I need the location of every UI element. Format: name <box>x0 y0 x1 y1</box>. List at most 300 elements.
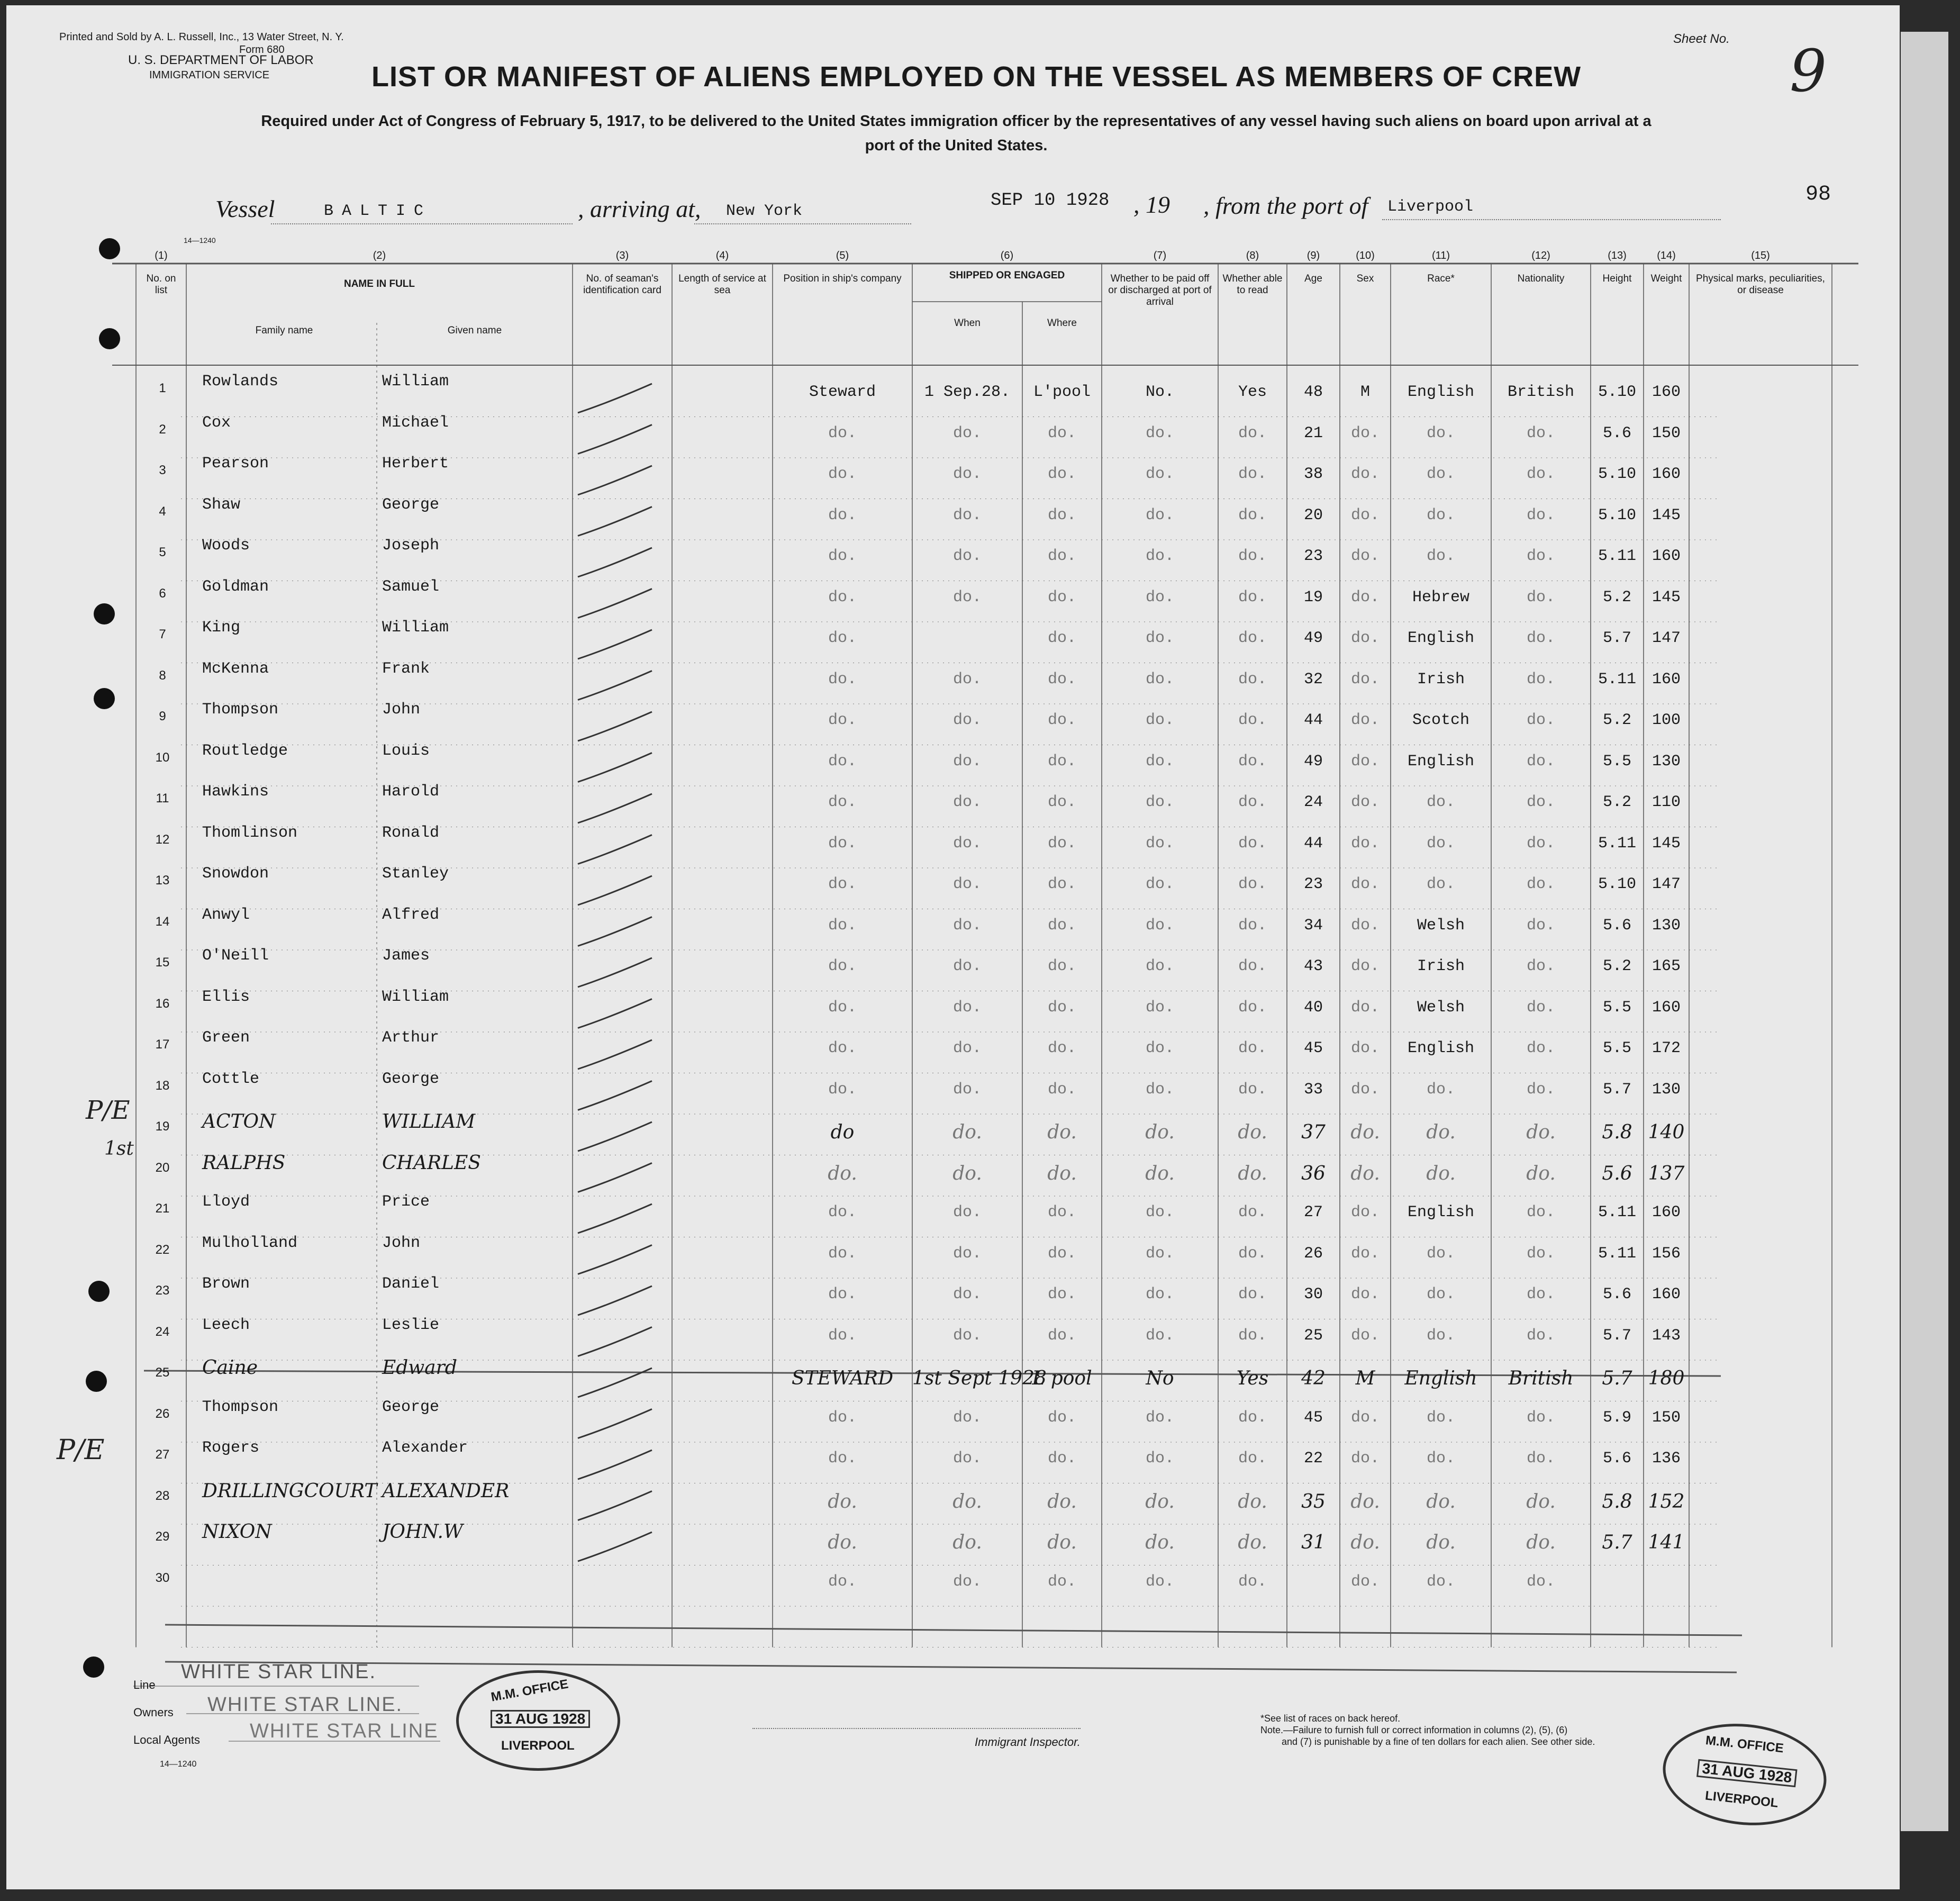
cell-paid-off: do. <box>1145 547 1174 565</box>
requirement-line-2: port of the United States. <box>865 137 1048 154</box>
cell-read: do. <box>1238 1244 1267 1263</box>
cell-when: do. <box>952 424 982 442</box>
cell-paid-off: do. <box>1145 834 1174 853</box>
cell-position: do. <box>828 834 857 853</box>
cell-weight: 145 <box>1652 834 1681 853</box>
penalty-note: Note.—Failure to furnish full or correct information in columns (2), (5), (6) <box>1260 1725 1568 1735</box>
cell-weight: 130 <box>1652 752 1681 771</box>
cell-race: do. <box>1426 1244 1455 1263</box>
cell-read: do. <box>1238 1162 1267 1184</box>
cell-given: John <box>382 701 421 719</box>
cell-weight: 160 <box>1652 465 1681 483</box>
cell-sex: do. <box>1350 588 1380 606</box>
cell-paid-off: do. <box>1145 465 1174 483</box>
cell-height: 5.8 <box>1602 1121 1632 1143</box>
column-header: No. on list <box>146 273 176 296</box>
column-header: No. of seaman's identification card <box>583 273 661 296</box>
cell-height: 5.6 <box>1602 1286 1631 1303</box>
row-number: 30 <box>155 1570 170 1585</box>
row-number: 13 <box>155 873 170 888</box>
cell-where: do. <box>1047 834 1076 853</box>
cell-weight: 160 <box>1652 1203 1681 1221</box>
cell-family: Green <box>202 1029 250 1047</box>
column-subheader: Given name <box>447 325 502 336</box>
cell-given: James <box>382 947 430 965</box>
cell-paid-off: do. <box>1145 957 1174 975</box>
cell-paid-off: do. <box>1145 1080 1174 1099</box>
cell-read: do. <box>1238 629 1267 647</box>
cell-position: do. <box>828 1450 857 1468</box>
cell-nationality: do. <box>1526 957 1555 975</box>
column-header: SHIPPED OR ENGAGED <box>949 270 1065 281</box>
id-card-check-mark <box>578 917 652 946</box>
cell-weight: 160 <box>1652 998 1681 1017</box>
cell-read: do. <box>1238 1203 1267 1221</box>
cell-nationality: do. <box>1526 670 1555 689</box>
cell-when: do. <box>952 1121 982 1143</box>
cell-when: do. <box>952 1490 982 1513</box>
id-card-check-mark <box>578 1409 652 1438</box>
cell-height: 5.5 <box>1602 998 1631 1017</box>
cell-family: RALPHS <box>202 1152 286 1174</box>
cell-sex: do. <box>1350 506 1380 524</box>
stamp-date: 31 AUG 1928 <box>1696 1759 1798 1787</box>
column-header: Whether to be paid off or discharged at port of arrival <box>1108 273 1212 307</box>
cell-read: do. <box>1238 1532 1267 1553</box>
cell-read: Yes <box>1236 1368 1269 1389</box>
cell-race: do. <box>1426 424 1455 442</box>
cell-when: do. <box>952 1326 982 1345</box>
cell-nationality: do. <box>1526 629 1555 647</box>
row-number: 22 <box>155 1242 170 1257</box>
cell-read: do. <box>1238 916 1267 935</box>
column-header: Position in ship's company <box>783 273 902 284</box>
cell-position: do. <box>828 588 857 606</box>
cell-when: do. <box>952 1408 982 1427</box>
cell-nationality: do. <box>1526 711 1555 729</box>
cell-age: 49 <box>1303 629 1323 647</box>
cell-race: do. <box>1426 465 1455 483</box>
cell-family: Cox <box>202 413 231 432</box>
cell-nationality: do. <box>1526 752 1555 771</box>
cell-weight: 180 <box>1648 1368 1685 1389</box>
cell-read: do. <box>1238 424 1267 442</box>
cell-where: do. <box>1047 957 1076 975</box>
cell-position: do. <box>828 1490 857 1513</box>
id-card-check-mark <box>578 1163 652 1192</box>
cell-weight: 130 <box>1652 1080 1681 1099</box>
cell-read: do. <box>1238 834 1267 853</box>
cell-family: Cottle <box>202 1070 260 1088</box>
cell-paid-off: do. <box>1145 1286 1174 1303</box>
cell-height: 5.10 <box>1598 506 1636 524</box>
column-header: Sex <box>1356 273 1374 284</box>
cell-nationality: do. <box>1526 1244 1555 1263</box>
row-number: 18 <box>155 1078 170 1093</box>
sheet-number: 9 <box>1790 37 1827 105</box>
cell-family: Ellis <box>202 988 250 1006</box>
stamp-text: M.M. OFFICE <box>1704 1733 1784 1756</box>
line-stamp: WHITE STAR LINE. <box>181 1661 377 1683</box>
owners-label: Owners <box>133 1706 174 1719</box>
cell-when: do. <box>952 1532 982 1553</box>
row-number: 15 <box>155 955 170 970</box>
cell-given: Ronald <box>382 823 440 842</box>
cell-position: do. <box>828 629 857 647</box>
row-number: 23 <box>155 1283 170 1298</box>
cell-height: 5.9 <box>1602 1408 1631 1427</box>
cell-when: do. <box>952 506 982 524</box>
cell-where: do. <box>1047 998 1076 1017</box>
cell-race: Irish <box>1417 957 1465 975</box>
cell-sex: do. <box>1350 711 1380 729</box>
cell-height: 5.2 <box>1602 957 1631 975</box>
id-card-check-mark <box>578 630 652 659</box>
cell-when: do. <box>952 793 982 811</box>
cell-family: Thompson <box>202 701 279 719</box>
cell-age: 19 <box>1303 588 1323 606</box>
cell-race: English <box>1407 752 1475 771</box>
cell-family: ACTON <box>202 1111 276 1133</box>
cell-race: do. <box>1426 1162 1456 1184</box>
cell-when: do. <box>952 711 982 729</box>
cell-read: do. <box>1238 670 1267 689</box>
cell-weight: 172 <box>1652 1039 1681 1057</box>
id-card-check-mark <box>578 384 652 413</box>
cell-where: do. <box>1047 1490 1077 1513</box>
cell-family: Routledge <box>202 741 288 760</box>
cell-height: 5.11 <box>1598 1244 1636 1263</box>
cell-read: do. <box>1238 1490 1267 1513</box>
cell-read: do. <box>1238 957 1267 975</box>
cell-family: Leech <box>202 1316 250 1334</box>
row-number: 8 <box>159 668 166 683</box>
cell-height: 5.11 <box>1598 547 1636 565</box>
cell-weight: 152 <box>1648 1490 1685 1513</box>
cell-age: 44 <box>1303 711 1323 729</box>
cell-position: do. <box>828 1203 857 1221</box>
cell-position: do. <box>828 1286 857 1303</box>
cell-height: 5.11 <box>1598 670 1636 689</box>
cell-race: do. <box>1426 1572 1455 1591</box>
cell-race: do. <box>1426 793 1455 811</box>
stamp-text: LIVERPOOL <box>1704 1788 1779 1811</box>
cell-age: 30 <box>1303 1286 1323 1303</box>
cell-position: do. <box>828 1080 857 1099</box>
cell-given: Joseph <box>382 537 440 555</box>
column-header: Length of service at sea <box>678 273 766 296</box>
cell-age: 26 <box>1303 1244 1323 1263</box>
cell-where: do. <box>1047 1039 1076 1057</box>
cell-read: do. <box>1238 547 1267 565</box>
id-card-check-mark <box>578 1040 652 1069</box>
cell-family: O'Neill <box>202 947 269 965</box>
cell-nationality: do. <box>1526 424 1555 442</box>
cell-position: do. <box>828 1408 857 1427</box>
cell-family: Rogers <box>202 1439 260 1457</box>
column-number: (4) <box>715 250 729 261</box>
cell-nationality: do. <box>1526 875 1555 893</box>
cell-read: do. <box>1238 1326 1267 1345</box>
cell-age: 43 <box>1303 957 1323 975</box>
inspector-line <box>752 1728 1081 1729</box>
cell-race: do. <box>1426 1326 1455 1345</box>
cell-read: do. <box>1238 506 1267 524</box>
stamp-text: LIVERPOOL <box>501 1739 575 1753</box>
cell-sex: do. <box>1350 1408 1380 1427</box>
cell-sex: do. <box>1350 1121 1380 1143</box>
cell-when: do. <box>952 1039 982 1057</box>
cell-age: 24 <box>1303 793 1323 811</box>
cell-paid-off: do. <box>1145 793 1174 811</box>
row-number: 16 <box>155 996 170 1011</box>
cell-read: do. <box>1238 1039 1267 1057</box>
cell-age: 21 <box>1303 424 1323 442</box>
cell-family: Woods <box>202 537 250 555</box>
cell-nationality: do. <box>1526 1326 1555 1345</box>
id-card-check-mark <box>578 999 652 1028</box>
arriving-label: , arriving at, <box>578 195 701 222</box>
requirement-line-1: Required under Act of Congress of February 5, 1917, to be delivered to the United States immigration officer by the representatives of any vessel having such aliens on board upon arrival at a <box>261 113 1652 130</box>
column-number: (2) <box>373 250 386 261</box>
cell-sex: do. <box>1350 834 1380 853</box>
column-number: (12) <box>1531 250 1550 261</box>
cell-race: do. <box>1426 834 1455 853</box>
cell-read: do. <box>1238 998 1267 1017</box>
cell-nationality: do. <box>1526 547 1555 565</box>
column-number: (14) <box>1657 250 1676 261</box>
id-card-check-mark <box>578 1204 652 1233</box>
cell-given: WILLIAM <box>382 1111 476 1133</box>
agents-label: Local Agents <box>133 1733 200 1746</box>
cell-paid-off: do. <box>1145 1490 1175 1513</box>
cell-when: do. <box>952 1080 982 1099</box>
from-port: Liverpool <box>1387 198 1474 216</box>
cell-weight: 141 <box>1648 1532 1685 1553</box>
cell-family: Thomlinson <box>202 823 298 842</box>
id-card-check-mark <box>578 753 652 782</box>
cell-age: 27 <box>1303 1203 1323 1221</box>
cell-paid-off: do. <box>1145 916 1174 935</box>
column-number: (15) <box>1751 250 1770 261</box>
cell-family: Hawkins <box>202 783 269 801</box>
cell-given: Alfred <box>382 906 440 924</box>
printer-credit: Printed and Sold by A. L. Russell, Inc., 13 Water Street, N. Y. <box>59 31 344 43</box>
margin-note-pe: P/E <box>86 1096 130 1125</box>
cell-family: Thompson <box>202 1398 279 1416</box>
cell-when: do. <box>952 916 982 935</box>
cell-weight: 156 <box>1652 1244 1681 1263</box>
cell-nationality: British <box>1508 1368 1574 1389</box>
cell-paid-off: do. <box>1145 1203 1174 1221</box>
cell-given: Alexander <box>382 1439 468 1457</box>
cell-paid-off: do. <box>1145 1408 1174 1427</box>
cell-age: 23 <box>1303 547 1323 565</box>
cell-age: 20 <box>1303 506 1323 524</box>
inspector-label: Immigrant Inspector. <box>975 1735 1081 1749</box>
cell-race: do. <box>1426 1490 1456 1513</box>
year-label: , 19 <box>1133 191 1170 218</box>
cell-position: do. <box>828 465 857 483</box>
cell-given: Daniel <box>382 1275 440 1293</box>
cell-given: Price <box>382 1193 430 1211</box>
id-card-check-mark <box>578 1327 652 1356</box>
cell-when: do. <box>952 875 982 893</box>
cell-when: 1 Sep.28. <box>924 383 1011 401</box>
column-number: (13) <box>1608 250 1627 261</box>
cell-family: Anwyl <box>202 906 250 924</box>
cell-weight: 110 <box>1652 793 1681 811</box>
cell-nationality: do. <box>1526 834 1555 853</box>
cell-where: do. <box>1047 424 1076 442</box>
vessel-name: BALTIC <box>324 202 432 220</box>
cell-where: do. <box>1047 793 1076 811</box>
cell-where: L pool <box>1032 1368 1092 1389</box>
cell-when: do. <box>952 465 982 483</box>
cell-where: do. <box>1047 1080 1076 1099</box>
cell-read: do. <box>1238 1080 1267 1099</box>
cell-nationality: do. <box>1526 465 1555 483</box>
id-card-check-mark <box>578 671 652 700</box>
cell-when: do. <box>952 1572 982 1591</box>
penalty-note: and (7) is punishable by a fine of ten dollars for each alien. See other side. <box>1282 1736 1595 1747</box>
cell-race: do. <box>1426 506 1455 524</box>
vessel-label: Vessel <box>215 195 275 222</box>
cell-where: do. <box>1047 1326 1076 1345</box>
adjacent-page-edge <box>1901 32 1948 1831</box>
row-number: 4 <box>159 504 166 519</box>
cell-given: Edward <box>382 1357 457 1379</box>
cell-height: 5.7 <box>1602 1368 1632 1389</box>
cell-height: 5.2 <box>1602 793 1631 811</box>
column-subheader: Family name <box>255 325 313 336</box>
cell-family: Snowdon <box>202 865 269 883</box>
cell-given: George <box>382 1070 440 1088</box>
cell-read: do. <box>1238 1286 1267 1303</box>
cell-where: do. <box>1047 752 1076 771</box>
cell-weight: 145 <box>1652 506 1681 524</box>
id-card-check-mark <box>578 1450 652 1479</box>
cell-read: do. <box>1238 1572 1267 1591</box>
column-header: Weight <box>1650 273 1682 284</box>
cell-paid-off: do. <box>1145 588 1174 606</box>
row-number: 6 <box>159 586 166 601</box>
cell-family: NIXON <box>202 1521 272 1543</box>
cell-nationality: do. <box>1526 506 1555 524</box>
cell-when: 1st Sept 1928 <box>912 1368 1047 1389</box>
cell-given: George <box>382 1398 440 1416</box>
cell-position: do. <box>828 1244 857 1263</box>
cell-position: do. <box>828 711 857 729</box>
cell-height: 5.10 <box>1598 875 1636 893</box>
cell-family: McKenna <box>202 659 269 678</box>
cell-where: do. <box>1047 1121 1077 1143</box>
races-note: *See list of races on back hereof. <box>1260 1713 1401 1724</box>
id-card-check-mark <box>578 507 652 536</box>
row-number: 21 <box>155 1201 170 1216</box>
column-header: Race* <box>1427 273 1455 284</box>
cell-race: do. <box>1426 1408 1455 1427</box>
cell-sex: do. <box>1350 1162 1380 1184</box>
id-card-check-mark <box>578 876 652 905</box>
row-number: 26 <box>155 1406 170 1421</box>
row-number: 27 <box>155 1447 170 1462</box>
row-number: 1 <box>159 381 166 395</box>
cell-age: 32 <box>1303 670 1323 689</box>
cell-nationality: do. <box>1526 1532 1556 1553</box>
cell-height: 5.6 <box>1602 916 1631 935</box>
service-name: IMMIGRATION SERVICE <box>149 69 270 81</box>
cell-age: 33 <box>1303 1080 1323 1099</box>
column-header: Whether able to read <box>1222 273 1283 296</box>
cell-where: do. <box>1047 506 1076 524</box>
cell-when: do. <box>952 547 982 565</box>
cell-age: 36 <box>1301 1162 1326 1184</box>
cell-when: do. <box>952 957 982 975</box>
cell-height: 5.11 <box>1598 1203 1636 1221</box>
row-number: 3 <box>159 463 166 477</box>
cell-age: 42 <box>1301 1368 1326 1389</box>
cell-height: 5.7 <box>1602 1532 1632 1553</box>
cell-race: Scotch <box>1412 711 1470 729</box>
cell-where: do. <box>1047 1244 1076 1263</box>
cell-age: 45 <box>1303 1408 1323 1427</box>
cell-height: 5.10 <box>1598 383 1636 401</box>
cell-sex: do. <box>1350 670 1380 689</box>
cell-sex: do. <box>1350 998 1380 1017</box>
cell-position: do. <box>828 506 857 524</box>
margin-note-pe: P/E <box>57 1434 105 1466</box>
cell-nationality: do. <box>1526 1450 1555 1468</box>
cell-where: do. <box>1047 670 1076 689</box>
column-number: (1) <box>155 250 168 261</box>
cell-position: do. <box>828 424 857 442</box>
owners-stamp: WHITE STAR LINE. <box>207 1694 403 1716</box>
cell-when: do. <box>952 1162 982 1184</box>
cell-race: English <box>1407 629 1475 647</box>
cell-paid-off: do. <box>1145 424 1174 442</box>
cell-height: 5.8 <box>1602 1490 1632 1513</box>
cell-age: 38 <box>1303 465 1323 483</box>
cell-sex: M <box>1360 383 1370 401</box>
cell-sex: do. <box>1350 1203 1380 1221</box>
department-name: U. S. DEPARTMENT OF LABOR <box>128 53 314 67</box>
cell-race: English <box>1407 1039 1475 1057</box>
column-header: Physical marks, peculiarities, or disease <box>1696 273 1825 296</box>
cell-when: do. <box>952 670 982 689</box>
cell-race: Welsh <box>1417 916 1465 935</box>
column-number: (9) <box>1306 250 1320 261</box>
date-stamp: SEP 10 1928 <box>991 191 1110 211</box>
cell-position: do. <box>828 1326 857 1345</box>
cell-sex: do. <box>1350 1080 1380 1099</box>
form-number: Form 680 <box>239 44 285 56</box>
cell-position: do. <box>828 793 857 811</box>
column-header: Age <box>1304 273 1322 284</box>
cell-family: Shaw <box>202 495 241 514</box>
cell-race: do. <box>1426 547 1455 565</box>
cell-position: do. <box>828 875 857 893</box>
cell-given: Leslie <box>382 1316 440 1334</box>
cell-age: 45 <box>1303 1039 1323 1057</box>
column-number: (5) <box>836 250 849 261</box>
id-card-check-mark <box>578 1491 652 1520</box>
cell-age: 35 <box>1301 1490 1326 1513</box>
cell-when: do. <box>952 588 982 606</box>
cell-sex: do. <box>1350 752 1380 771</box>
cell-given: William <box>382 373 449 391</box>
row-number: 28 <box>155 1488 170 1503</box>
